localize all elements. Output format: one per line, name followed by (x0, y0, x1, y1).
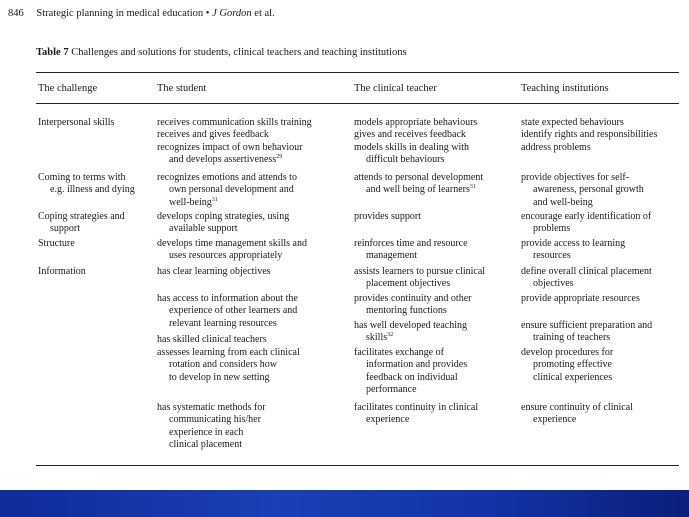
cell-line: ensure sufficient preparation and (521, 320, 653, 331)
table-cell-challenge (38, 117, 114, 129)
cell-line: models appropriate behaviours (354, 117, 478, 128)
cell-line: recognizes emotions and attends to (157, 172, 297, 183)
cell-text: skills (366, 332, 388, 344)
cell-line: develop procedures for (521, 347, 614, 358)
cell-line: gives and receives feedback (354, 129, 466, 141)
reference-number: 29 (276, 154, 283, 161)
cell-line: models skills in dealing with (354, 141, 469, 153)
column-header-challenge: The challenge (38, 83, 98, 94)
table-cell-student (157, 172, 297, 209)
cell-line: attends to personal development (354, 172, 484, 183)
cell-line: provides continuity and other (354, 293, 472, 304)
table-caption (36, 47, 407, 58)
cell-line: has access to information about the (157, 293, 298, 304)
page-number: 846 (8, 8, 24, 19)
cell-line: has clear learning objectives (157, 266, 271, 277)
author-suffix: et al. (251, 8, 275, 19)
table-cell-student (157, 117, 312, 167)
author-name: J Gordon (212, 8, 252, 19)
cell-line: own personal development and (169, 184, 294, 196)
table-cell-teacher (354, 238, 468, 263)
cell-line: receives and gives feedback (157, 129, 269, 141)
cell-line: clinical placement (169, 439, 243, 451)
table-cell-challenge (38, 266, 86, 278)
cell-line: facilitates exchange of (354, 347, 444, 358)
cell-line: and well-being (533, 196, 593, 208)
running-header (8, 8, 275, 19)
cell-line: Coming to terms with (38, 172, 126, 183)
column-header-institution: Teaching institutions (521, 83, 609, 94)
table-cell-teacher (354, 117, 477, 167)
cell-line: experience of other learners and (169, 305, 298, 317)
table-cell-institution (521, 293, 640, 305)
table-cell-teacher (354, 293, 471, 318)
table-cell-challenge (38, 172, 135, 197)
cell-line: information and provides (366, 359, 468, 371)
cell-text: and develops assertiveness (169, 154, 277, 166)
cell-line: provide objectives for self- (521, 172, 630, 183)
cell-line: experience (366, 414, 410, 426)
cell-line: experience in each (169, 426, 244, 438)
cell-line: management (366, 250, 418, 262)
cell-line: receives communication skills training (157, 117, 312, 128)
column-header-student: The student (157, 83, 207, 94)
table-cell-teacher (354, 320, 467, 345)
cell-line: Structure (38, 238, 75, 249)
cell-line: mentoring functions (366, 305, 447, 317)
cell-line: develops time management skills and (157, 238, 307, 249)
cell-line: clinical experiences (533, 371, 613, 383)
cell-line: relevant learning resources (169, 317, 277, 329)
table-cell-institution (521, 172, 644, 209)
table-cell-student (157, 211, 289, 236)
cell-line (157, 197, 297, 209)
table-label: Table 7 (36, 47, 69, 58)
table-cell-student (157, 238, 307, 263)
table-cell-institution (521, 320, 652, 345)
cell-line: develops coping strategies, using (157, 211, 290, 222)
cell-line: provide access to learning (521, 238, 626, 249)
cell-line: experience (533, 414, 577, 426)
table-cell-student (157, 266, 271, 278)
cell-line: uses resources appropriately (169, 250, 283, 262)
table-cell-institution (521, 238, 625, 263)
table-cell-student (157, 347, 300, 384)
cell-line: communicating his/her (169, 414, 261, 426)
table-cell-teacher (354, 172, 483, 197)
table-cell-teacher (354, 402, 478, 427)
table-top-rule (36, 72, 679, 73)
table-cell-teacher (354, 211, 421, 223)
cell-line: to develop in new setting (169, 371, 270, 383)
table-header-rule (36, 103, 679, 104)
cell-line: assesses learning from each clinical (157, 347, 300, 358)
table-cell-institution (521, 347, 613, 384)
cell-line: encourage early identification of (521, 211, 652, 222)
cell-line (157, 154, 312, 166)
table-cell-challenge (38, 211, 125, 236)
cell-line: difficult behaviours (366, 154, 445, 166)
reference-number: 31 (469, 184, 476, 191)
table-cell-teacher (354, 347, 467, 397)
table-cell-institution (521, 117, 657, 154)
cell-line: reinforces time and resource (354, 238, 468, 249)
cell-line: e.g. illness and dying (50, 184, 135, 196)
column-header-teacher: The clinical teacher (354, 83, 437, 94)
table-caption-text: Challenges and solutions for students, clinical teachers and teaching institutions (71, 47, 407, 58)
cell-line: state expected behaviours (521, 117, 624, 128)
cell-line: ensure continuity of clinical (521, 402, 633, 413)
cell-line: objectives (533, 278, 574, 290)
slide-footer-band (0, 490, 689, 517)
table-cell-student (157, 334, 267, 346)
table-cell-institution (521, 211, 651, 236)
cell-line: facilitates continuity in clinical (354, 402, 479, 413)
cell-line: resources (533, 250, 571, 262)
cell-line: available support (169, 223, 238, 235)
cell-line: address problems (521, 141, 591, 153)
cell-line: has systematic methods for (157, 402, 266, 413)
cell-line: Information (38, 266, 86, 277)
cell-line: recognizes impact of own behaviour (157, 141, 303, 153)
reference-number: 32 (387, 332, 394, 339)
table-cell-student (157, 402, 266, 452)
cell-line: provide appropriate resources (521, 293, 640, 304)
cell-line (354, 184, 483, 196)
cell-line: training of teachers (533, 332, 611, 344)
cell-line: rotation and considers how (169, 359, 278, 371)
cell-line: provides support (354, 211, 421, 222)
cell-line: problems (533, 223, 571, 235)
table-cell-student (157, 293, 298, 330)
cell-line (354, 332, 467, 344)
table-cell-institution (521, 266, 652, 291)
cell-line: assists learners to pursue clinical (354, 266, 486, 277)
cell-line: feedback on individual (366, 371, 458, 383)
cell-line: has well developed teaching (354, 320, 468, 331)
cell-line: promoting effective (533, 359, 612, 371)
cell-line: support (50, 223, 80, 235)
table-cell-challenge (38, 238, 75, 250)
cell-line: has skilled clinical teachers (157, 334, 267, 345)
journal-title: Strategic planning in medical education (36, 8, 204, 19)
cell-line: define overall clinical placement (521, 266, 652, 277)
cell-line: Interpersonal skills (38, 117, 115, 128)
table-cell-institution (521, 402, 633, 427)
cell-text: and well being of learners (366, 184, 470, 196)
table-bottom-rule (36, 465, 679, 466)
cell-text: well-being (169, 196, 212, 208)
cell-line: placement objectives (366, 278, 451, 290)
table-cell-teacher (354, 266, 485, 291)
bullet: • (205, 8, 210, 19)
cell-line: Coping strategies and (38, 211, 125, 222)
cell-line: awareness, personal growth (533, 184, 644, 196)
cell-line: performance (366, 384, 417, 396)
cell-line: identify rights and responsibilities (521, 129, 658, 141)
reference-number: 31 (211, 196, 218, 203)
